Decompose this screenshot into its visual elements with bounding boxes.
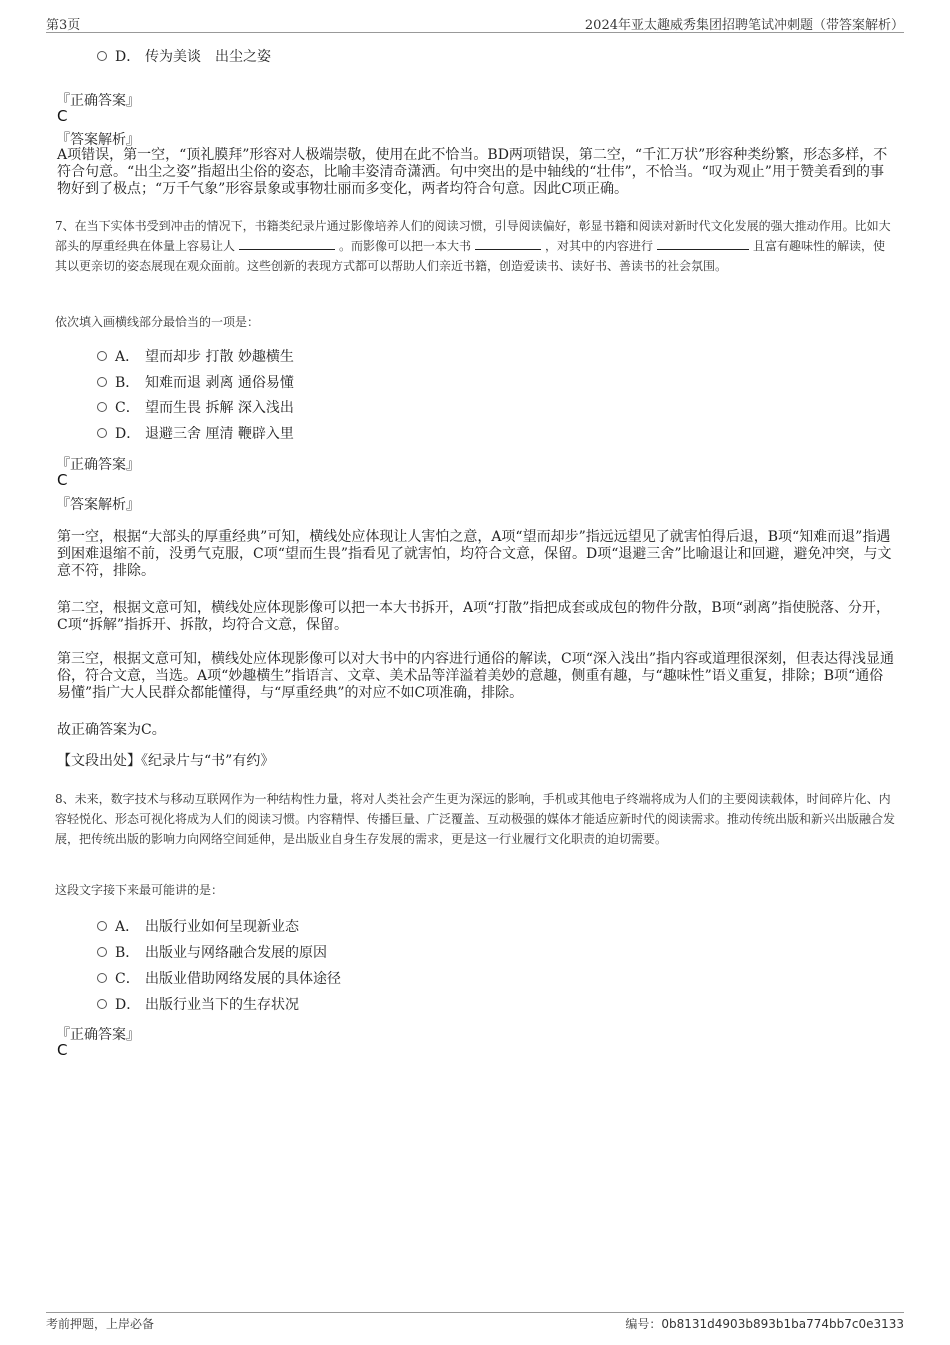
q7-source: 【文段出处】《纪录片与“书”有约》 (57, 753, 275, 769)
q8-stem: 8、未来，数字技术与移动互联网作为一种结构性力量，将对人类社会产生更为深远的影响，手机或其他电子终端将成为人们的主要阅读载体，时间碎片化、内容轻悦化、形态可视化将成为人们的阅读习惯。内容精悍、传播巨量、广泛覆盖、互动极强的媒体才能适应新时代的阅读需求。推动传统出版和新兴出版融合发展，把传统出版的影响力向网络空间延伸，是出版业自身生存发展的需求，更是这一行业履行文化职责的迫切需要。 (55, 792, 896, 846)
q6-correct-label: 『正确答案』 (56, 93, 140, 109)
q6-option-d[interactable]: D． 传为美谈 出尘之姿 (97, 47, 271, 67)
q7-option-a[interactable]: A． 望而却步 打散 妙趣横生 (97, 347, 294, 367)
page-footer (46, 1312, 904, 1333)
q7-stem: 7、在当下实体书受到冲击的情况下，书籍类纪录片通过影像培养人们的阅读习惯，引导阅读偏好，彰显书籍和阅读对新时代文化发展的强大推动作用。比如大部头的厚重经典在体量上容易让人 。而影像可以把一本大书 ，对其中的内容进行 且富有趣味性的解读，使其以更亲切的姿态展现在观众面前。这些创新的表现方式都可以帮助人们亲近书籍，创造爱读书、读好书、善读书的社会氛围。 (55, 219, 891, 273)
page-number: 第3页 (46, 18, 81, 33)
q7-correct-answer: C (57, 471, 68, 489)
q7-analysis-1: 第一空，根据“大部头的厚重经典”可知，横线处应体现让人害怕之意，A项“望而却步”指远远望见了就害怕得后退，B项“知难而退”指遇到困难退缩不前，没勇气克服，C项“望而生畏”指看见了就害怕，均符合文意，保留。D项“退避三舍”比喻退让和回避，避免冲突，与文意不符，排除。 (57, 529, 892, 579)
q6-correct-answer: C (57, 107, 68, 125)
radio-icon[interactable] (97, 947, 107, 957)
q7-option-b[interactable]: B． 知难而退 剥离 通俗易懂 (97, 373, 294, 393)
radio-icon[interactable] (97, 428, 107, 438)
q7-option-d[interactable]: D． 退避三舍 厘清 鞭辟入里 (97, 424, 294, 444)
q6-analysis: A项错误，第一空，“顶礼膜拜”形容对人极端崇敬，使用在此不恰当。BD两项错误，第二空，“千汇万状”形容种类纷繁，形态多样，不符合句意。“出尘之姿”指超出尘俗的姿态，比喻丰姿清奇潇洒。句中突出的是中轴线的“壮伟”，不恰当。“叹为观止”用于赞美看到的事物好到了极点；“万千气象”形容景象或事物壮丽而多变化，两者均符合句意。因此C项正确。 (57, 147, 888, 197)
blank-1 (239, 237, 335, 250)
q8-option-b[interactable]: B． 出版业与网络融合发展的原因 (97, 943, 327, 963)
q8-prompt: 这段文字接下来最可能讲的是： (55, 883, 224, 897)
q8-option-d[interactable]: D． 出版行业当下的生存状况 (97, 995, 299, 1015)
blank-2 (475, 237, 541, 250)
q8-option-c[interactable]: C． 出版业借助网络发展的具体途径 (97, 969, 341, 989)
page-header (46, 14, 904, 33)
radio-icon[interactable] (97, 51, 107, 61)
q7-prompt: 依次填入画横线部分最恰当的一项是： (55, 315, 260, 329)
q7-analysis-2: 第二空，根据文意可知，横线处应体现影像可以把一本大书拆开，A项“打散”指把成套或成包的物件分散，B项“剥离”指使脱落、分开，C项“拆解”指拆开、拆散，均符合文意，保留。 (57, 600, 891, 633)
q7-analysis-4: 故正确答案为C。 (57, 722, 166, 738)
q8-option-a[interactable]: A． 出版行业如何呈现新业态 (97, 917, 299, 937)
q6-analysis-label: 『答案解析』 (56, 132, 140, 148)
radio-icon[interactable] (97, 999, 107, 1009)
footer-code: 编号：0b8131d4903b893b1ba774bb7c0e3133 (625, 1317, 904, 1331)
radio-icon[interactable] (97, 351, 107, 361)
q7-correct-label: 『正确答案』 (56, 457, 140, 473)
radio-icon[interactable] (97, 402, 107, 412)
q8-correct-answer: C (57, 1041, 68, 1059)
document-title: 2024年亚太趣威秀集团招聘笔试冲刺题（带答案解析） (584, 18, 904, 33)
q7-analysis-label: 『答案解析』 (56, 497, 140, 513)
q8-correct-label: 『正确答案』 (56, 1027, 140, 1043)
q7-analysis-3: 第三空，根据文意可知，横线处应体现影像可以对大书中的内容进行通俗的解读，C项“深入浅出”指内容或道理很深刻，但表达得浅显通俗，符合文意，当选。A项“妙趣横生”指语言、文章、美术品等洋溢着美妙的意趣，侧重有趣，与“趣味性”语义重复，排除；B项“通俗易懂”指广大人民群众都能懂得，与“厚重经典”的对应不如C项准确，排除。 (57, 651, 895, 701)
radio-icon[interactable] (97, 921, 107, 931)
blank-3 (657, 237, 749, 250)
q7-option-c[interactable]: C． 望而生畏 拆解 深入浅出 (97, 398, 294, 418)
radio-icon[interactable] (97, 377, 107, 387)
radio-icon[interactable] (97, 973, 107, 983)
footer-slogan: 考前押题，上岸必备 (46, 1317, 155, 1331)
